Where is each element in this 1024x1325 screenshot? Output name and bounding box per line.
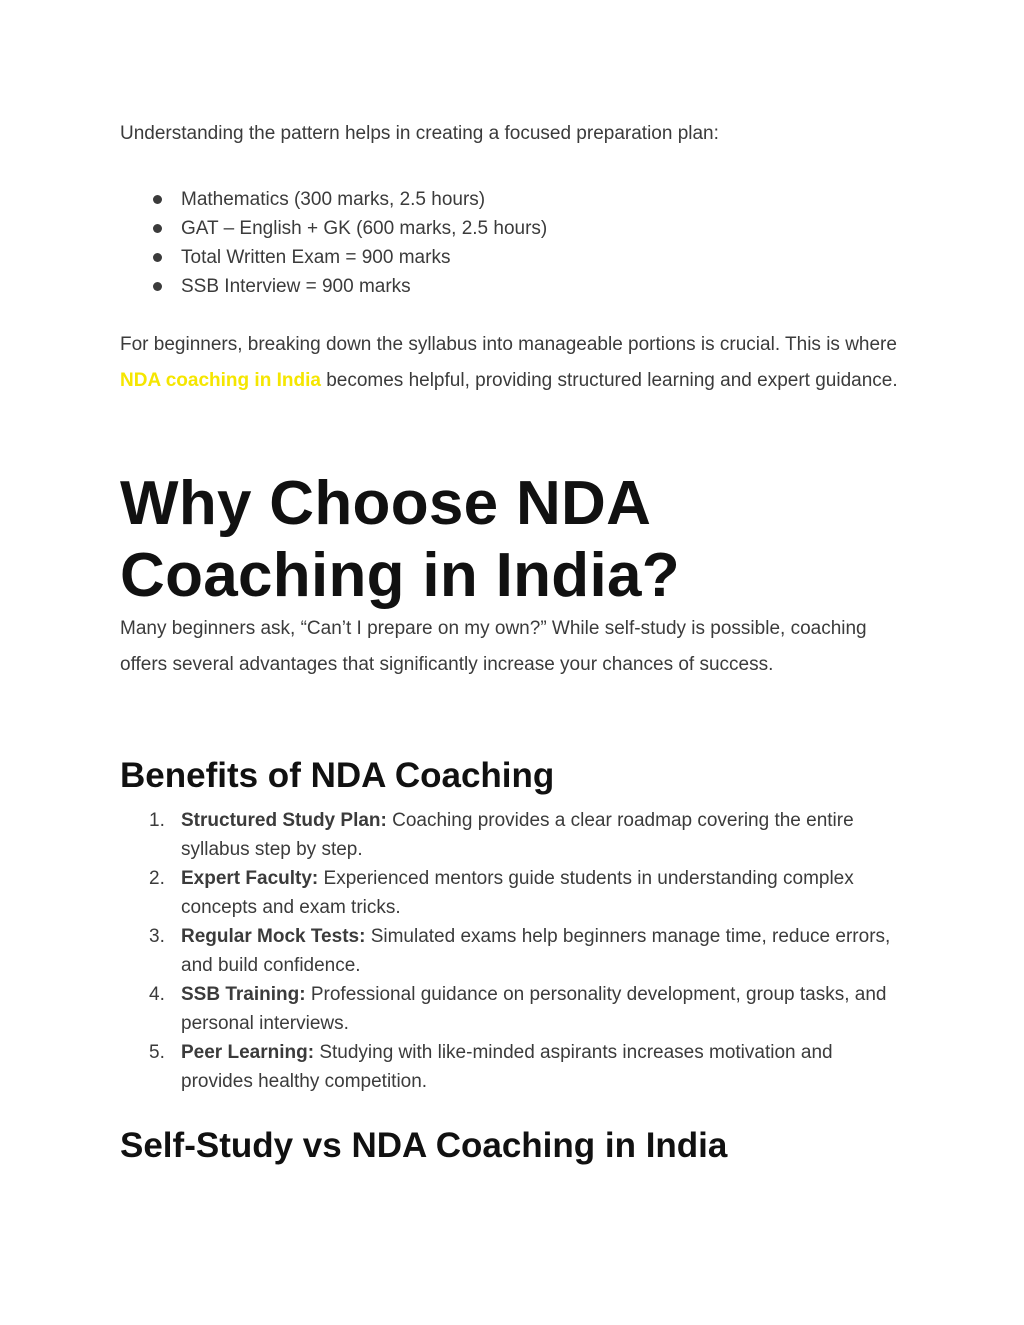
nda-coaching-link[interactable]: NDA coaching in India <box>120 370 321 391</box>
list-item: 3. Regular Mock Tests: Simulated exams help beginners manage time, reduce errors, and build confidence. <box>149 926 891 976</box>
intro-paragraph: Understanding the pattern helps in creating a focused preparation plan: <box>120 123 719 144</box>
why-paragraph: Many beginners ask, “Can’t I prepare on my own?” While self-study is possible, coaching offers several advantages that significantly increase your chances of success. <box>120 618 867 675</box>
self-study-heading: Self-Study vs NDA Coaching in India <box>120 1126 728 1165</box>
list-item: Total Written Exam = 900 marks <box>120 243 547 272</box>
list-item: SSB Interview = 900 marks <box>120 272 547 301</box>
list-item: Mathematics (300 marks, 2.5 hours) <box>120 185 547 214</box>
list-item: GAT – English + GK (600 marks, 2.5 hours) <box>120 214 547 243</box>
bullet-icon <box>153 195 162 204</box>
bullet-icon <box>153 253 162 262</box>
list-item: 1. Structured Study Plan: Coaching provides a clear roadmap covering the entire syllabus step by step. <box>149 810 854 860</box>
list-item: 2. Expert Faculty: Experienced mentors guide students in understanding complex concepts and exam tricks. <box>149 868 854 918</box>
exam-pattern-list <box>120 185 547 301</box>
bullet-icon <box>153 282 162 291</box>
bullet-icon <box>153 224 162 233</box>
list-item: 5. Peer Learning: Studying with like-minded aspirants increases motivation and provides healthy competition. <box>149 1042 833 1092</box>
benefits-heading: Benefits of NDA Coaching <box>120 756 555 795</box>
why-choose-heading: Why Choose NDA Coaching in India? <box>120 469 680 610</box>
beginners-paragraph: For beginners, breaking down the syllabus into manageable portions is crucial. This is where NDA coaching in India becomes helpful, providing structured learning and expert guidance. <box>120 334 898 391</box>
list-item: 4. SSB Training: Professional guidance on personality development, group tasks, and personal interviews. <box>149 984 887 1034</box>
benefits-list <box>120 806 900 1096</box>
